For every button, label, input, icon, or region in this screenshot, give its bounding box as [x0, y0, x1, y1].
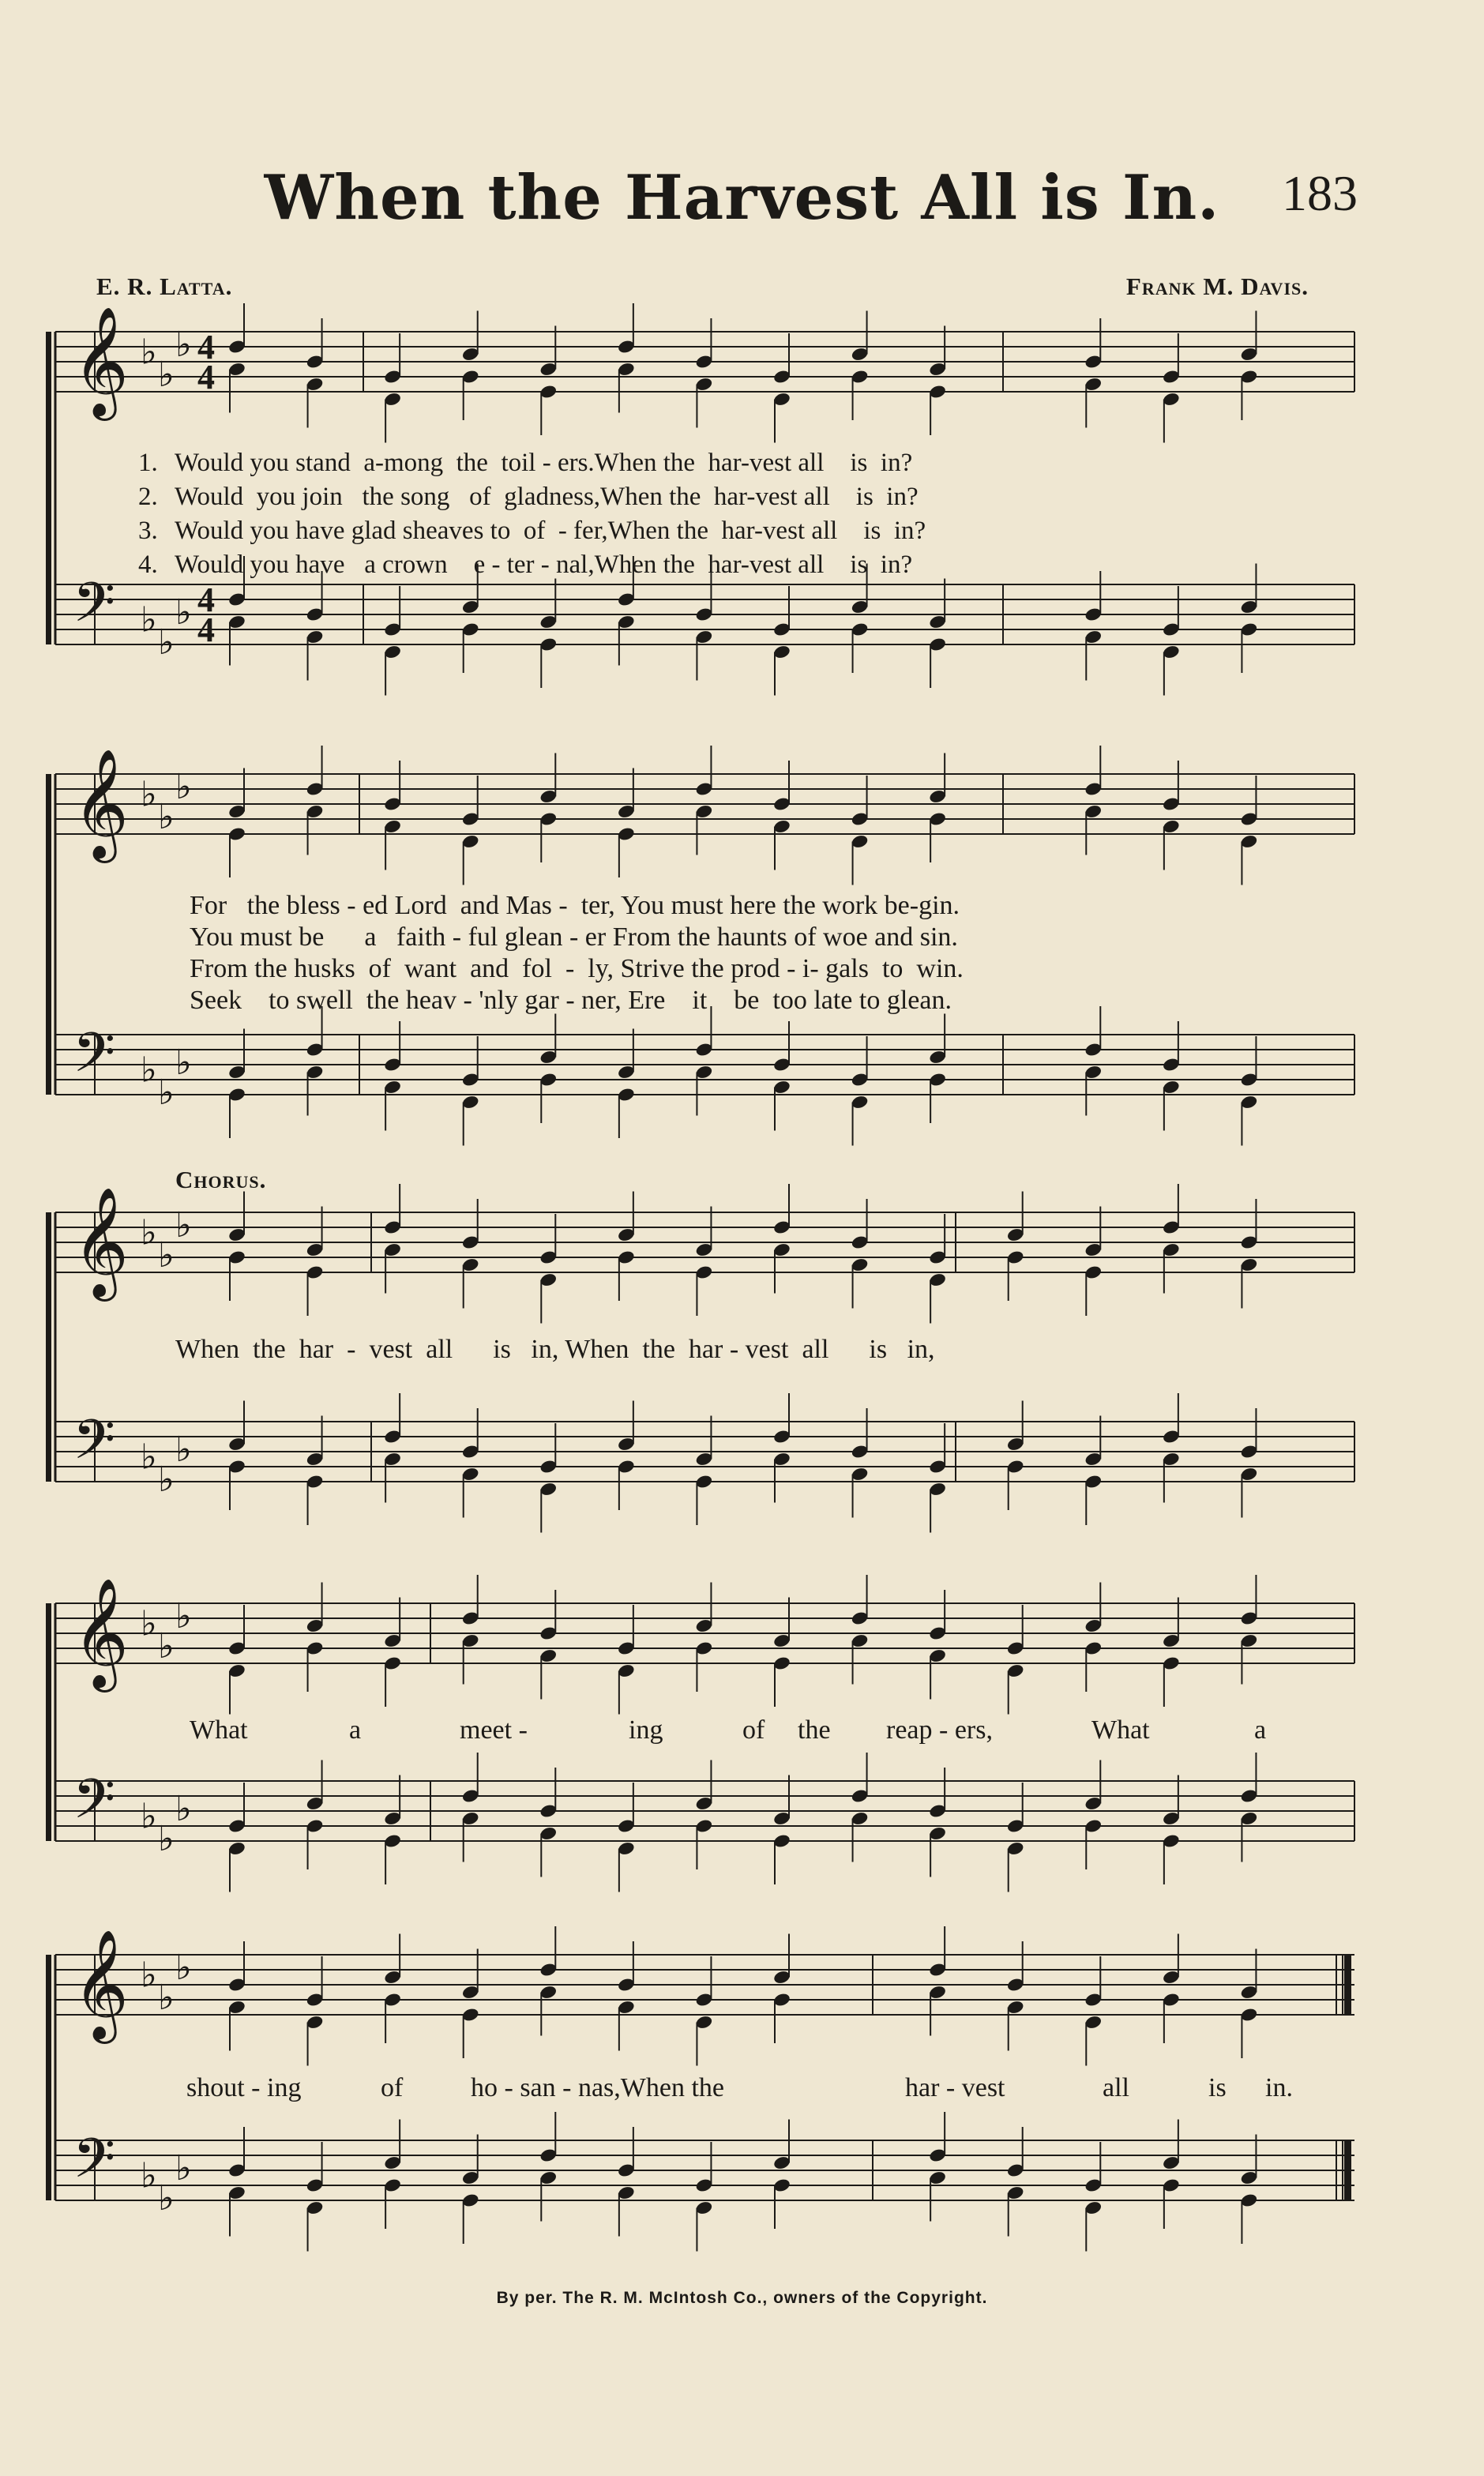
- svg-text:♭: ♭: [158, 355, 175, 395]
- svg-text:♭: ♭: [175, 1205, 192, 1246]
- verse-line-3: [138, 514, 926, 548]
- svg-text:4: 4: [197, 328, 215, 366]
- verse-text: Would you stand a-mong the toil - ers.When the har-vest all is in?: [175, 449, 913, 477]
- svg-text:♭: ♭: [158, 1460, 175, 1500]
- svg-text:𝄞: 𝄞: [73, 306, 129, 416]
- svg-text:♭: ♭: [141, 1050, 157, 1091]
- verse-text: Would you have glad sheaves to of - fer,When the har-vest all is in?: [175, 517, 926, 545]
- svg-text:♭: ♭: [175, 1043, 192, 1083]
- svg-text:♭: ♭: [175, 1948, 192, 1988]
- chorus-word: What: [190, 1715, 248, 1745]
- svg-text:𝄞: 𝄞: [73, 749, 129, 859]
- svg-text:𝄢: 𝄢: [73, 1407, 116, 1485]
- svg-text:♭: ♭: [175, 592, 192, 633]
- verse-lyrics-part1: [138, 446, 926, 582]
- verse2-line-1: For the bless - ed Lord and Mas - ter, You must here the work be-gin.: [190, 891, 960, 920]
- svg-text:♭: ♭: [175, 1596, 192, 1636]
- verse-number: 3.: [138, 517, 158, 545]
- chorus-line-1: When the har - vest all is in, When the har - vest all is in,: [175, 1335, 935, 1364]
- verse2-line-2: You must be a faith - ful glean - er From the haunts of woe and sin.: [190, 922, 958, 952]
- svg-text:♭: ♭: [175, 2148, 192, 2189]
- lyricist-credit: E. R. Latta.: [96, 272, 233, 300]
- chorus-word: shout - ing: [186, 2073, 302, 2102]
- svg-text:♭: ♭: [158, 1626, 175, 1666]
- svg-text:♭: ♭: [175, 1789, 192, 1829]
- svg-text:♭: ♭: [141, 1955, 157, 1996]
- chorus-word: a: [349, 1715, 362, 1745]
- verse-text: Would you join the song of gladness,When the har-vest all is in?: [175, 483, 919, 511]
- svg-text:𝄞: 𝄞: [73, 1187, 129, 1297]
- svg-text:♭: ♭: [175, 1430, 192, 1470]
- svg-text:♭: ♭: [141, 599, 157, 641]
- chorus-word: in.: [1265, 2073, 1293, 2102]
- verse-line-4: [138, 548, 926, 582]
- composer-credit: Frank M. Davis.: [1125, 272, 1309, 300]
- chorus-word: all: [1103, 2073, 1129, 2102]
- svg-text:♭: ♭: [158, 2178, 175, 2219]
- chorus-word: a: [1254, 1715, 1267, 1745]
- svg-text:♭: ♭: [141, 1437, 157, 1478]
- svg-text:♭: ♭: [158, 1978, 175, 2018]
- verse-lyrics-part2: [190, 889, 964, 1015]
- svg-text:♭: ♭: [175, 767, 192, 807]
- chorus-word: reap - ers,: [886, 1715, 993, 1745]
- copyright-footer: By per. The R. M. McIntosh Co., owners of the Copyright.: [496, 2289, 988, 2307]
- svg-text:♭: ♭: [158, 1819, 175, 1859]
- svg-text:♭: ♭: [141, 1212, 157, 1253]
- verse-number: 1.: [138, 449, 158, 477]
- verse-line-2: [138, 480, 926, 514]
- hymn-title: When the Harvest All is In.: [264, 162, 1220, 234]
- svg-text:♭: ♭: [141, 1603, 157, 1644]
- chorus-word: of: [381, 2073, 404, 2102]
- svg-text:♭: ♭: [141, 1796, 157, 1837]
- page-number: 183: [1282, 165, 1358, 221]
- chorus-word: meet -: [460, 1715, 528, 1745]
- chorus-word: ho - san - nas,When the: [471, 2073, 725, 2102]
- chorus-label: Chorus.: [175, 1166, 267, 1193]
- svg-text:4: 4: [197, 358, 215, 396]
- verse-text: Would you have a crown e - ter - nal,When the har-vest all is in?: [175, 550, 913, 579]
- svg-text:𝄞: 𝄞: [73, 1578, 129, 1688]
- chorus-word: What: [1091, 1715, 1150, 1745]
- verse2-line-4: Seek to swell the heav - 'nly gar - ner, Ere it be too late to glean.: [190, 986, 952, 1015]
- chorus-word: of: [742, 1715, 765, 1745]
- svg-text:♭: ♭: [141, 774, 157, 815]
- svg-text:𝄢: 𝄢: [73, 1020, 116, 1098]
- chorus-word: the: [798, 1715, 831, 1745]
- verse-number: 2.: [138, 483, 158, 511]
- svg-text:𝄢: 𝄢: [73, 570, 116, 648]
- svg-text:4: 4: [197, 611, 215, 649]
- svg-text:𝄢: 𝄢: [73, 1767, 116, 1844]
- chorus-word: har - vest: [905, 2073, 1005, 2102]
- svg-text:𝄢: 𝄢: [73, 2126, 116, 2204]
- svg-text:♭: ♭: [141, 2155, 157, 2196]
- svg-text:♭: ♭: [175, 325, 192, 365]
- verse2-line-3: From the husks of want and fol - ly, Strive the prod - i- gals to win.: [190, 954, 964, 983]
- svg-text:♭: ♭: [158, 1073, 175, 1113]
- svg-text:4: 4: [197, 580, 215, 619]
- svg-text:♭: ♭: [158, 797, 175, 837]
- chorus-word: ing: [629, 1715, 663, 1745]
- verse-line-1: [138, 446, 926, 480]
- svg-text:♭: ♭: [141, 332, 157, 373]
- chorus-word: is: [1208, 2073, 1227, 2102]
- svg-text:𝄞: 𝄞: [73, 1929, 129, 2039]
- svg-text:♭: ♭: [158, 1235, 175, 1276]
- verse-number: 4.: [138, 550, 158, 579]
- svg-text:♭: ♭: [158, 622, 175, 663]
